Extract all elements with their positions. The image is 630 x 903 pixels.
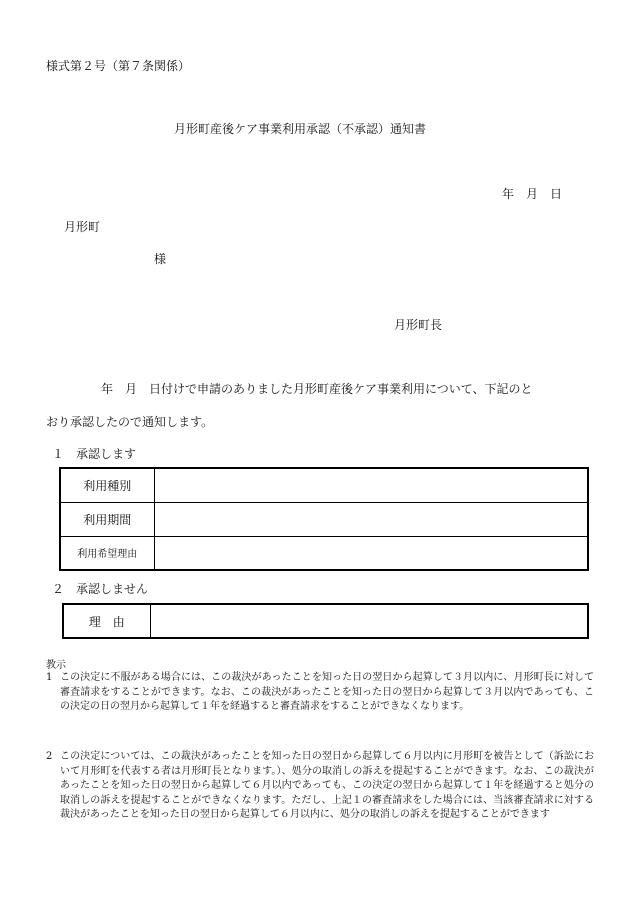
- date-line: 年 月 日: [502, 187, 563, 201]
- notes-item-1: [46, 671, 594, 715]
- body-line-1: 年 月 日付けで申請のありました月形町産後ケア事業利用について、下記のと: [101, 382, 533, 396]
- table-row: [60, 468, 588, 502]
- table-row: [63, 604, 588, 638]
- table-row: [60, 536, 588, 570]
- reason-field[interactable]: [150, 604, 588, 638]
- sender: 月形町長: [394, 318, 443, 332]
- note-number: 1: [46, 672, 53, 683]
- notes-item-2: [46, 750, 594, 823]
- usage-type-field[interactable]: [154, 468, 588, 502]
- approve-table: [59, 467, 589, 571]
- note-number: 2: [46, 751, 53, 762]
- body-line-2: おり承認したので通知します。: [46, 415, 214, 429]
- recipient-honorific: 様: [154, 252, 167, 266]
- row-label-usage-type: 利用種別: [60, 468, 154, 502]
- row-label-reason: 理 由: [63, 604, 150, 638]
- usage-period-field[interactable]: [154, 502, 588, 536]
- usage-reason-field[interactable]: [154, 536, 588, 570]
- table-row: [60, 502, 588, 536]
- reject-table: [62, 603, 589, 639]
- notes-heading: 教示: [46, 660, 66, 671]
- form-number: 様式第２号（第７条関係）: [46, 59, 191, 73]
- document-title: 月形町産後ケア事業利用承認（不承認）通知書: [174, 122, 427, 136]
- note-text: この決定については、この裁決があったことを知った日の翌日から起算して６月以内に月形町を被告として（訴訟において月形町を代表する者は月形町長となります。）、処分の取消しの訴えを提起することができます。なお、この裁決があったことを知った日の翌日から起算して６月以内であっても、この決定の翌日から起算して１年を経過すると処分の取消しの訴えを提起することができなくなります。ただし、上記１の審査請求をした場合には、当該審査請求に対する裁決があったことを知った日の翌日から起算して６月以内に、処分の取消しの訴えを提起することができます: [60, 751, 594, 820]
- row-label-usage-period: 利用期間: [60, 502, 154, 536]
- note-text: この決定に不服がある場合には、この裁決があったことを知った日の翌日から起算して３月以内に、月形町長に対して審査請求をすることができます。なお、この裁決があったことを知った日の翌日から起算して３月以内であっても、この決定の日の翌月から起算して１年を経過すると審査請求をすることができなくなります。: [60, 672, 594, 712]
- approve-heading: １ 承認します: [52, 447, 137, 461]
- row-label-usage-reason: 利用希望理由: [60, 536, 154, 570]
- recipient-town: 月形町: [64, 220, 101, 234]
- reject-heading: ２ 承認しません: [52, 582, 149, 596]
